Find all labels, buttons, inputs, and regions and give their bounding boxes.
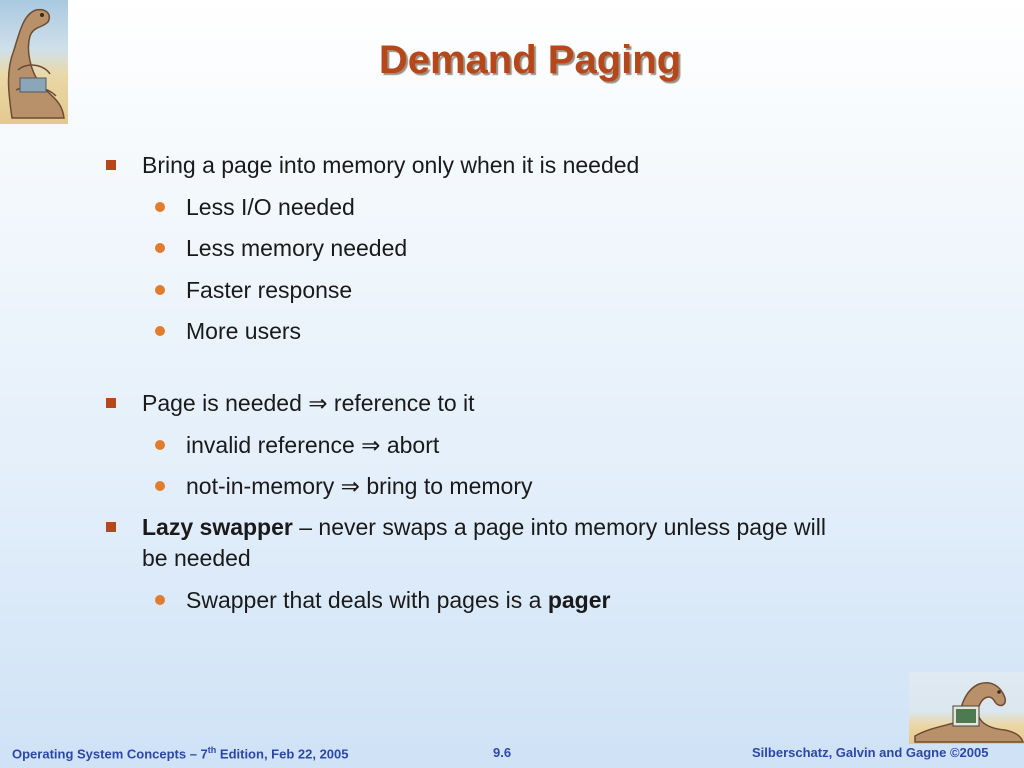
square-bullet-icon (106, 160, 116, 170)
sub-bullet-text: More users (186, 318, 302, 344)
sub-bullet-text: Less I/O needed (186, 194, 355, 220)
implies-arrow-icon: ⇒ (361, 432, 381, 458)
round-bullet-icon (155, 481, 165, 491)
square-bullet-icon (106, 398, 116, 408)
round-bullet-icon (155, 243, 165, 253)
round-bullet-icon (155, 595, 165, 605)
bullet-text: Page is needed ⇒ reference to it (142, 390, 475, 416)
bullet-text: Lazy swapper – never swaps a page into memory unless page will (142, 514, 826, 540)
sub-bullet-text: Faster response (186, 277, 353, 303)
sub-bullet-text: Swapper that deals with pages is a pager (186, 587, 611, 613)
round-bullet-icon (155, 326, 165, 336)
round-bullet-icon (155, 285, 165, 295)
footer-left: Operating System Concepts – 7th Edition, Feb 22, 2005 (12, 745, 349, 762)
sub-bullet-text: Less memory needed (186, 235, 408, 261)
dinosaur-bottom-image (909, 672, 1024, 744)
bold-term: Lazy swapper (142, 514, 293, 540)
implies-arrow-icon: ⇒ (308, 390, 328, 416)
footer-right: Silberschatz, Galvin and Gagne ©2005 (752, 745, 989, 760)
sub-bullet-text: not-in-memory ⇒ bring to memory (186, 473, 533, 499)
sub-bullet-text: invalid reference ⇒ abort (186, 432, 440, 458)
implies-arrow-icon: ⇒ (340, 473, 360, 499)
round-bullet-icon (155, 440, 165, 450)
slide-title: Demand Paging (378, 38, 682, 82)
page-number: 9.6 (493, 745, 512, 760)
bullet-text: Bring a page into memory only when it is needed (142, 152, 640, 178)
square-bullet-icon (106, 522, 116, 532)
round-bullet-icon (155, 202, 165, 212)
bold-term: pager (547, 587, 611, 613)
bullet-text-continuation: be needed (142, 545, 251, 571)
